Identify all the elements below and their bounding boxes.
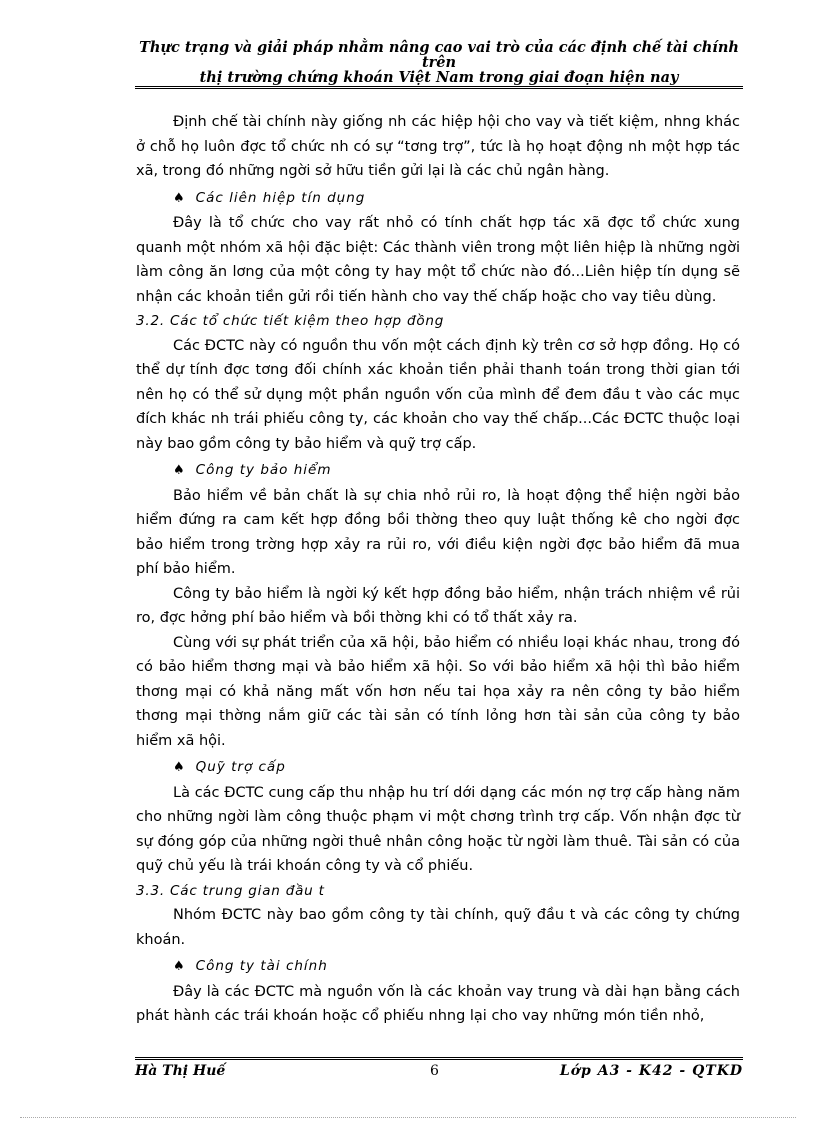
paragraph: Công ty bảo hiểm là ngời ký kết hợp đồng bảo hiểm, nhận trách nhiệm về rủi ro, đợc hởng phí bảo hiểm và bồi thờng khi có tổ thất xảy ra. <box>136 585 740 626</box>
section-heading-3-2: 3.2. Các tổ chức tiết kiệm theo hợp đồng <box>136 313 445 329</box>
paragraph: Các ĐCTC này có nguồn thu vốn một cách định kỳ trên cơ sở hợp đồng. Họ có thể dự tính đợc tơng đối chính xác khoản tiền phải thanh toán trong thời gian tới nên họ có thể sử dụng một phần nguồn vốn của mình để đem đầu t vào các mục đích khác nh trái phiếu công ty, các khoản cho vay thế chấp...Các ĐCTC thuộc loại này bao gồm công ty bảo hiểm và quỹ trợ cấp. <box>136 337 740 452</box>
page-number: 6 <box>430 1063 439 1079</box>
footer-rule <box>135 1057 743 1060</box>
page-body <box>136 110 740 1029</box>
spade-icon: ♠ <box>173 463 186 478</box>
running-footer <box>135 1063 743 1085</box>
spade-icon: ♠ <box>173 190 186 206</box>
footer-class: Lớp A3 - K42 - QTKD <box>559 1063 743 1079</box>
spade-icon: ♠ <box>173 760 186 775</box>
paragraph: Cùng với sự phát triển của xã hội, bảo hiểm có nhiều loại khác nhau, trong đó có bảo hiểm thơng mại và bảo hiểm xã hội. So với bảo hiểm xã hội thì bảo hiểm thơng mại có khả năng mất vốn hơn nếu tai họa xảy ra nên công ty bảo hiểm thơng mại thờng nắm giữ các tài sản có tính lỏng hơn tài sản của công ty bảo hiểm xã hội. <box>136 634 740 749</box>
subheading-insurance: ♠ Công ty bảo hiểm <box>173 462 332 478</box>
header-line-1: Thực trạng và giải pháp nhằm nâng cao vai trò của các định chế tài chính trên <box>139 39 739 71</box>
paragraph: Là các ĐCTC cung cấp thu nhập hu trí dới dạng các món nợ trợ cấp hàng năm cho những ngời làm công thuộc phạm vi một chơng trình trợ cấp. Vốn nhận đợc từ sự đóng góp của những ngời thuê nhân công hoặc từ ngời làm thuê. Tài sản có của quỹ chủ yếu là trái khoán công ty và cổ phiếu. <box>136 784 740 874</box>
footer-author: Hà Thị Huế <box>135 1063 226 1079</box>
paragraph: Đây là tổ chức cho vay rất nhỏ có tính chất hợp tác xã đợc tổ chức xung quanh một nhóm xã hội đặc biệt: Các thành viên trong một liên hiệp là những ngời làm công ăn lơng của một công ty hay một tổ chức nào đó...Liên hiệp tín dụng sẽ nhận các khoản tiền gửi rồi tiến hành cho vay thế chấp hoặc cho vay tiêu dùng. <box>136 215 740 305</box>
spade-icon: ♠ <box>173 959 186 974</box>
subheading-finance: ♠ Công ty tài chính <box>173 958 328 974</box>
section-heading-3-3: 3.3. Các trung gian đầu t <box>136 882 325 899</box>
subheading-pension: ♠ Quỹ trợ cấp <box>173 759 286 775</box>
running-header <box>135 40 743 85</box>
paragraph: Đây là các ĐCTC mà nguồn vốn là các khoản vay trung và dài hạn bằng cách phát hành các trái khoán hoặc cổ phiếu nhng lại cho vay những món tiền nhỏ, <box>136 983 740 1024</box>
header-rule <box>135 86 743 89</box>
paragraph: Định chế tài chính này giống nh các hiệp hội cho vay và tiết kiệm, nhng khác ở chỗ họ luôn đợc tổ chức nh có sự “tơng trợ”, tức là họ hoạt động nh một hợp tác xã, trong đó những ngời sở hữu tiền gửi lại là các chủ ngân hàng. <box>136 114 740 179</box>
header-line-2: thị trường chứng khoán Việt Nam trong giai đoạn hiện nay <box>199 69 679 86</box>
paragraph: Bảo hiểm về bản chất là sự chia nhỏ rủi ro, là hoạt động thể hiện ngời bảo hiểm đứng ra cam kết hợp đồng bồi thờng theo quy luật thống kê cho ngời đợc bảo hiểm trong trờng hợp xảy ra rủi ro, với điều kiện ngời đợc bảo hiểm đã mua phí bảo hiểm. <box>136 487 740 577</box>
paragraph: Nhóm ĐCTC này bao gồm công ty tài chính, quỹ đầu t và các công ty chứng khoán. <box>136 907 740 948</box>
subheading-credit-union: ♠ Các liên hiệp tín dụng <box>173 189 366 206</box>
page-bottom-divider <box>20 1117 796 1118</box>
